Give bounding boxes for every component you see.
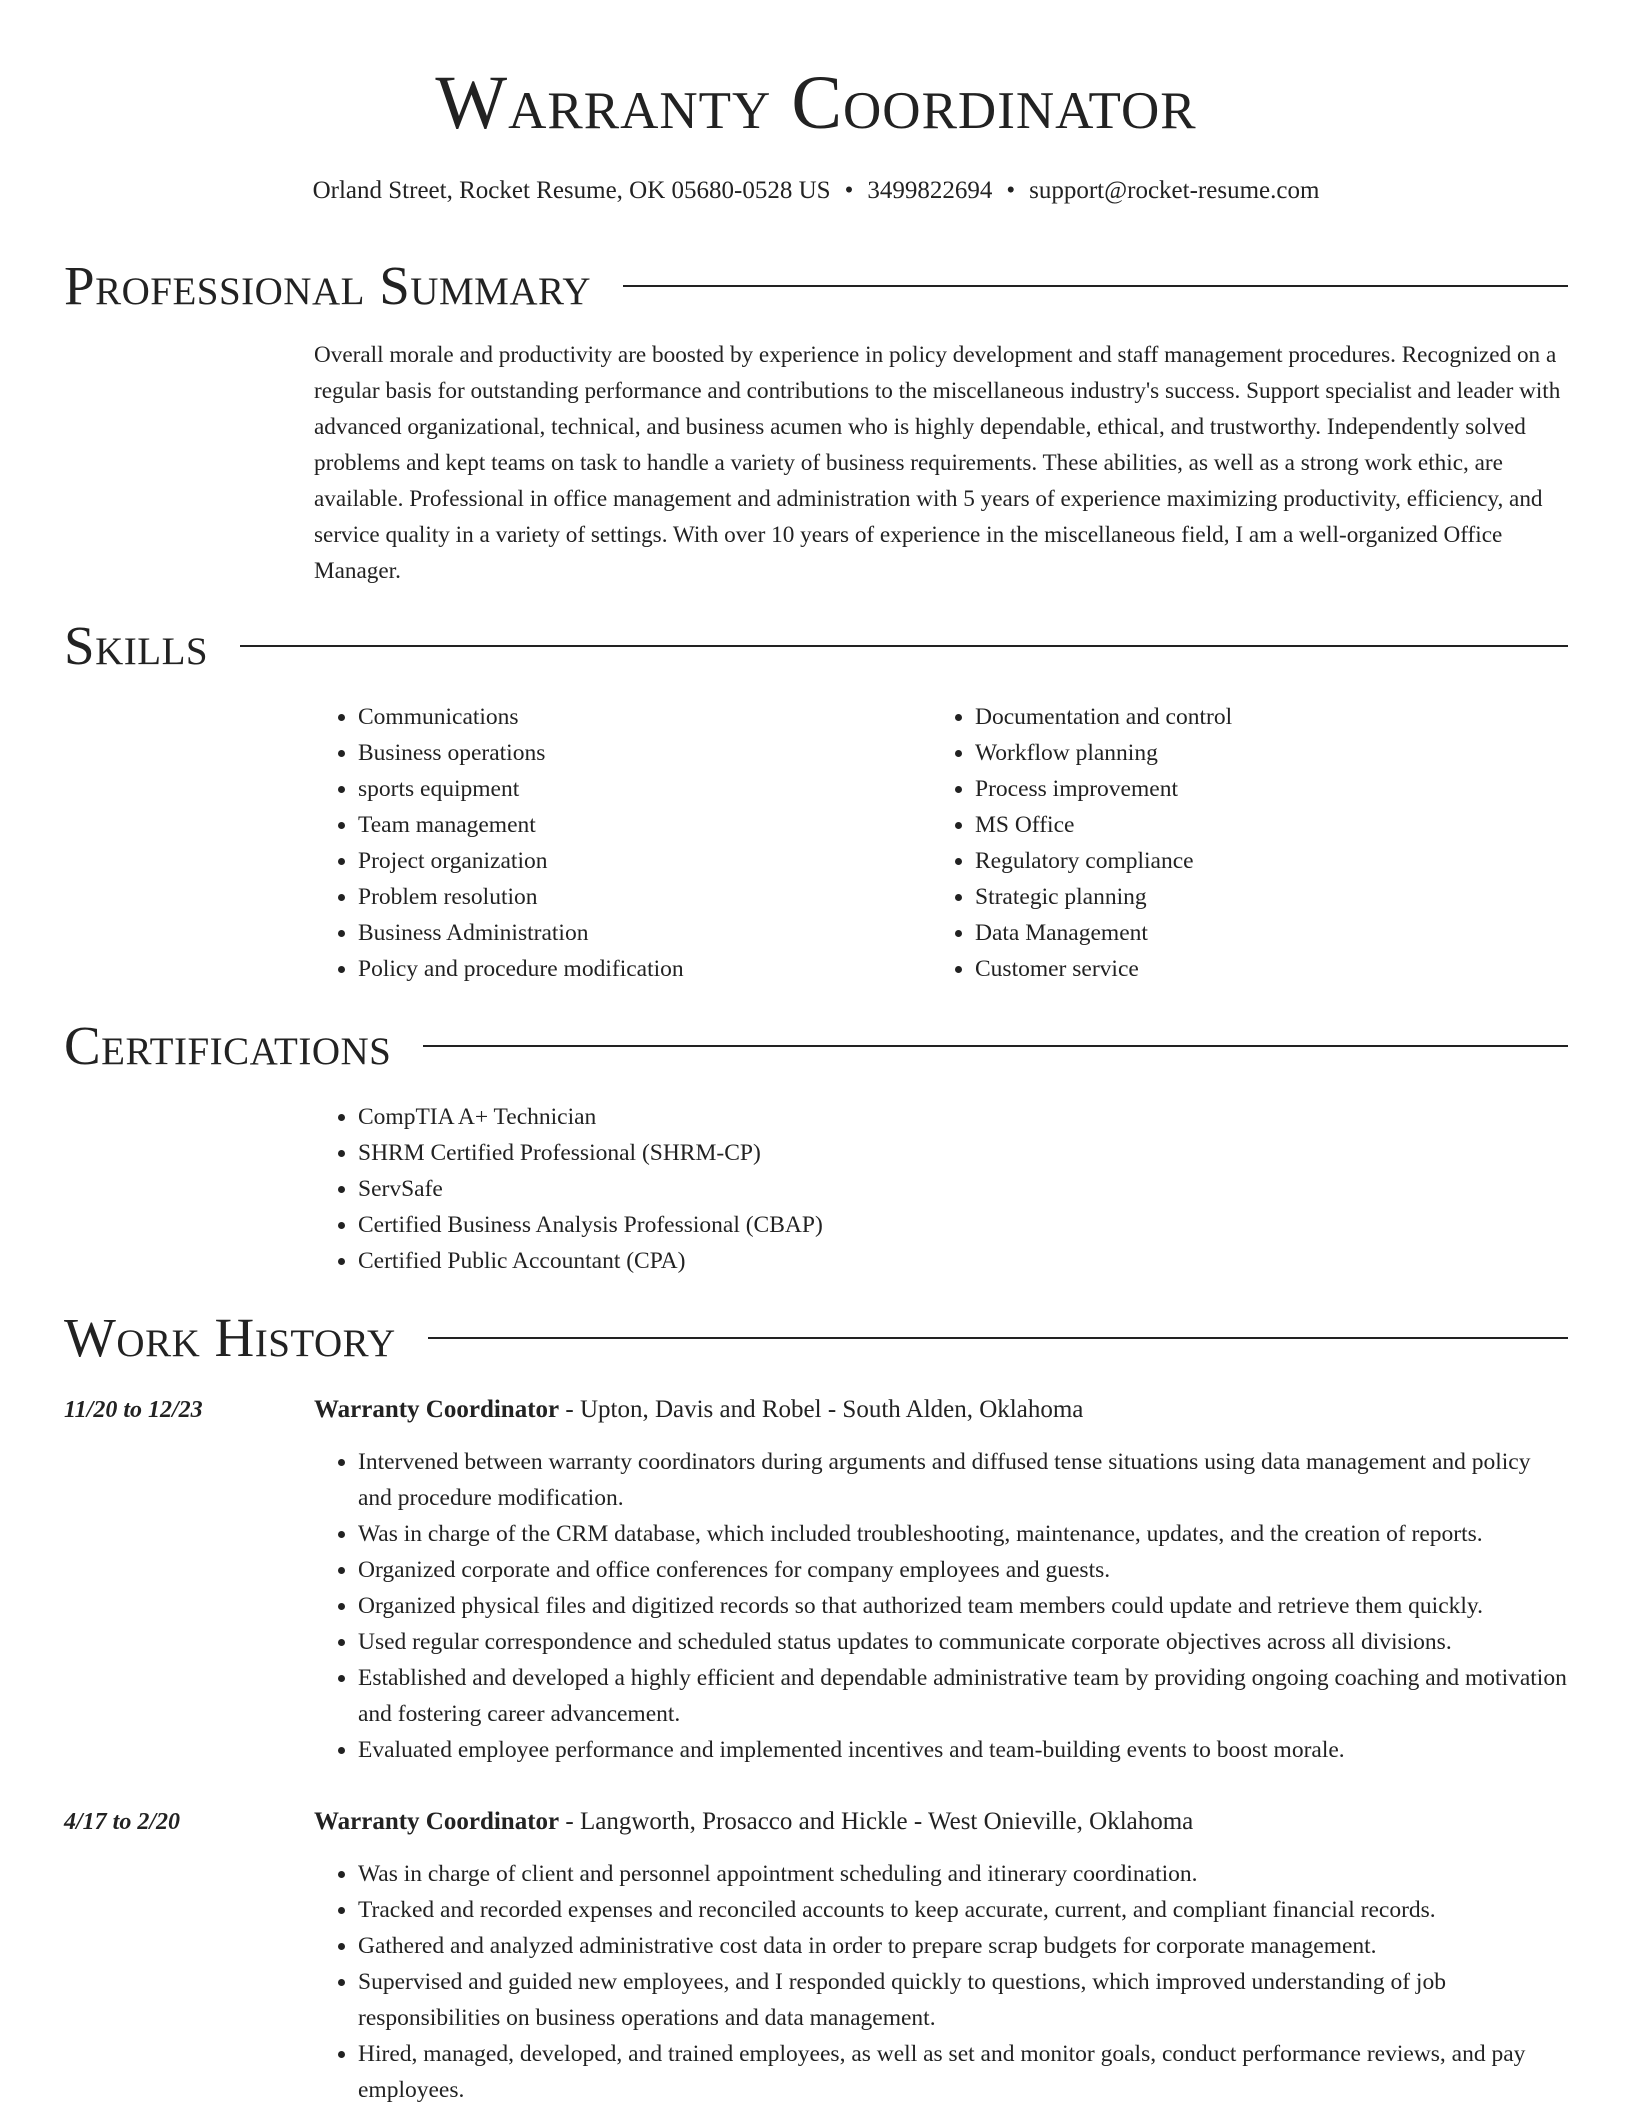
section-divider — [240, 645, 1568, 647]
section-title-summary: Professional Summary — [64, 255, 592, 316]
skill-item: • Customer service — [975, 951, 1551, 987]
contact-separator: • — [1006, 177, 1016, 204]
contact-address: Orland Street, Rocket Resume, OK 05680-0528 US — [312, 177, 831, 204]
section-divider — [623, 285, 1568, 287]
skill-item: • Strategic planning — [975, 879, 1551, 915]
job-duty-item: • Evaluated employee performance and implemented incentives and team-building events to boost morale. — [358, 1732, 1570, 1768]
certification-item: • Certified Business Analysis Professional (CBAP) — [358, 1207, 1570, 1243]
job-duty-item: • Established and developed a highly efficient and dependable administrative team by providing ongoing coaching and motivation and fostering career advancement. — [358, 1660, 1570, 1732]
work-history-section-header — [64, 1306, 1568, 1370]
job-duty-item: • Supervised and guided new employees, and I responded quickly to questions, which improved understanding of job responsibilities on business operations and data management. — [358, 1964, 1570, 2036]
certifications-list — [314, 1099, 1570, 1279]
contact-email: support@rocket-resume.com — [1029, 177, 1320, 204]
certification-item: • Certified Public Accountant (CPA) — [358, 1243, 1570, 1279]
job-duty-item: • Was in charge of client and personnel appointment scheduling and itinerary coordination. — [358, 1856, 1570, 1892]
section-title-skills: Skills — [64, 615, 209, 676]
certification-item: • ServSafe — [358, 1171, 1570, 1207]
skill-item: • Team management — [358, 807, 914, 843]
job-dates: 4/17 to 2/20 — [64, 1809, 181, 1835]
skills-list-right — [931, 699, 1551, 987]
skill-item: • Project organization — [358, 843, 914, 879]
resume-name: Warranty Coordinator — [435, 61, 1197, 145]
skills-section-header — [64, 614, 1568, 678]
job-duty-item: • Tracked and recorded expenses and reconciled accounts to keep accurate, current, and compliant financial records. — [358, 1892, 1570, 1928]
section-divider — [428, 1337, 1568, 1339]
job-duty-item: • Was in charge of the CRM database, which included troubleshooting, maintenance, updates, and the creation of reports. — [358, 1516, 1570, 1552]
job-duties-container — [314, 1444, 1570, 1768]
skill-item: • Business Administration — [358, 915, 914, 951]
job-role: Warranty Coordinator — [314, 1808, 560, 1835]
job-duty-item: • Organized corporate and office conferences for company employees and guests. — [358, 1552, 1570, 1588]
skill-item: • Documentation and control — [975, 699, 1551, 735]
certifications-section-header — [64, 1014, 1568, 1078]
skill-item: • MS Office — [975, 807, 1551, 843]
skills-column-right — [931, 699, 1551, 987]
section-title-certifications: Certifications — [64, 1015, 392, 1076]
job-duty-item: • Gathered and analyzed administrative cost data in order to prepare scrap budgets for corporate management. — [358, 1928, 1570, 1964]
job-heading — [314, 1392, 1083, 1428]
job-role: Warranty Coordinator — [314, 1396, 560, 1423]
job-employer-location: - Upton, Davis and Robel - South Alden, Oklahoma — [559, 1396, 1084, 1423]
job-duty-item: • Hired, managed, developed, and trained employees, as well as set and monitor goals, conduct performance reviews, and pay employees. — [358, 2036, 1570, 2108]
contact-phone: 3499822694 — [867, 177, 993, 204]
skill-item: • Workflow planning — [975, 735, 1551, 771]
contact-separator: • — [844, 177, 854, 204]
skill-item: • Policy and procedure modification — [358, 951, 914, 987]
skill-item: • Communications — [358, 699, 914, 735]
skill-item: • Problem resolution — [358, 879, 914, 915]
summary-text: Overall morale and productivity are boosted by experience in policy development and staff management procedures. Recognized on a regular basis for outstanding performance and contributions to the miscellaneous industry's success. Support specialist and leader with advanced organizational, technical, and business acumen who is highly dependable, ethical, and trustworthy. Independently solved problems and kept teams on task to handle a variety of business requirements. These abilities, as well as a strong work ethic, are available. Professional in office management and administration with 5 years of experience maximizing productivity, efficiency, and service quality in a variety of settings. With over 10 years of experience in the miscellaneous field, I am a well-organized Office Manager. — [314, 342, 1561, 584]
job-duties-container — [314, 1856, 1570, 2108]
job-duty-item: • Used regular correspondence and scheduled status updates to communicate corporate objectives across all divisions. — [358, 1624, 1570, 1660]
certifications-container — [314, 1099, 1570, 1279]
job-employer-location: - Langworth, Prosacco and Hickle - West Onieville, Oklahoma — [559, 1808, 1194, 1835]
skill-item: • sports equipment — [358, 771, 914, 807]
skill-item: • Business operations — [358, 735, 914, 771]
skills-column-left — [314, 699, 914, 987]
skill-item: • Regulatory compliance — [975, 843, 1551, 879]
skill-item: • Data Management — [975, 915, 1551, 951]
job-duties-list — [314, 1856, 1570, 2108]
job-duty-item: • Organized physical files and digitized records so that authorized team members could update and retrieve them quickly. — [358, 1588, 1570, 1624]
section-divider — [423, 1045, 1568, 1047]
job-dates: 11/20 to 12/23 — [64, 1397, 203, 1423]
skill-item: • Process improvement — [975, 771, 1551, 807]
job-duty-item: • Intervened between warranty coordinators during arguments and diffused tense situations using data management and policy and procedure modification. — [358, 1444, 1570, 1516]
job-heading — [314, 1804, 1193, 1840]
skills-list-left — [314, 699, 914, 987]
summary-section-header — [64, 254, 1568, 318]
job-duties-list — [314, 1444, 1570, 1768]
certification-item: • SHRM Certified Professional (SHRM-CP) — [358, 1135, 1570, 1171]
section-title-work-history: Work History — [64, 1307, 396, 1368]
contact-line — [0, 175, 1632, 207]
certification-item: • CompTIA A+ Technician — [358, 1099, 1570, 1135]
